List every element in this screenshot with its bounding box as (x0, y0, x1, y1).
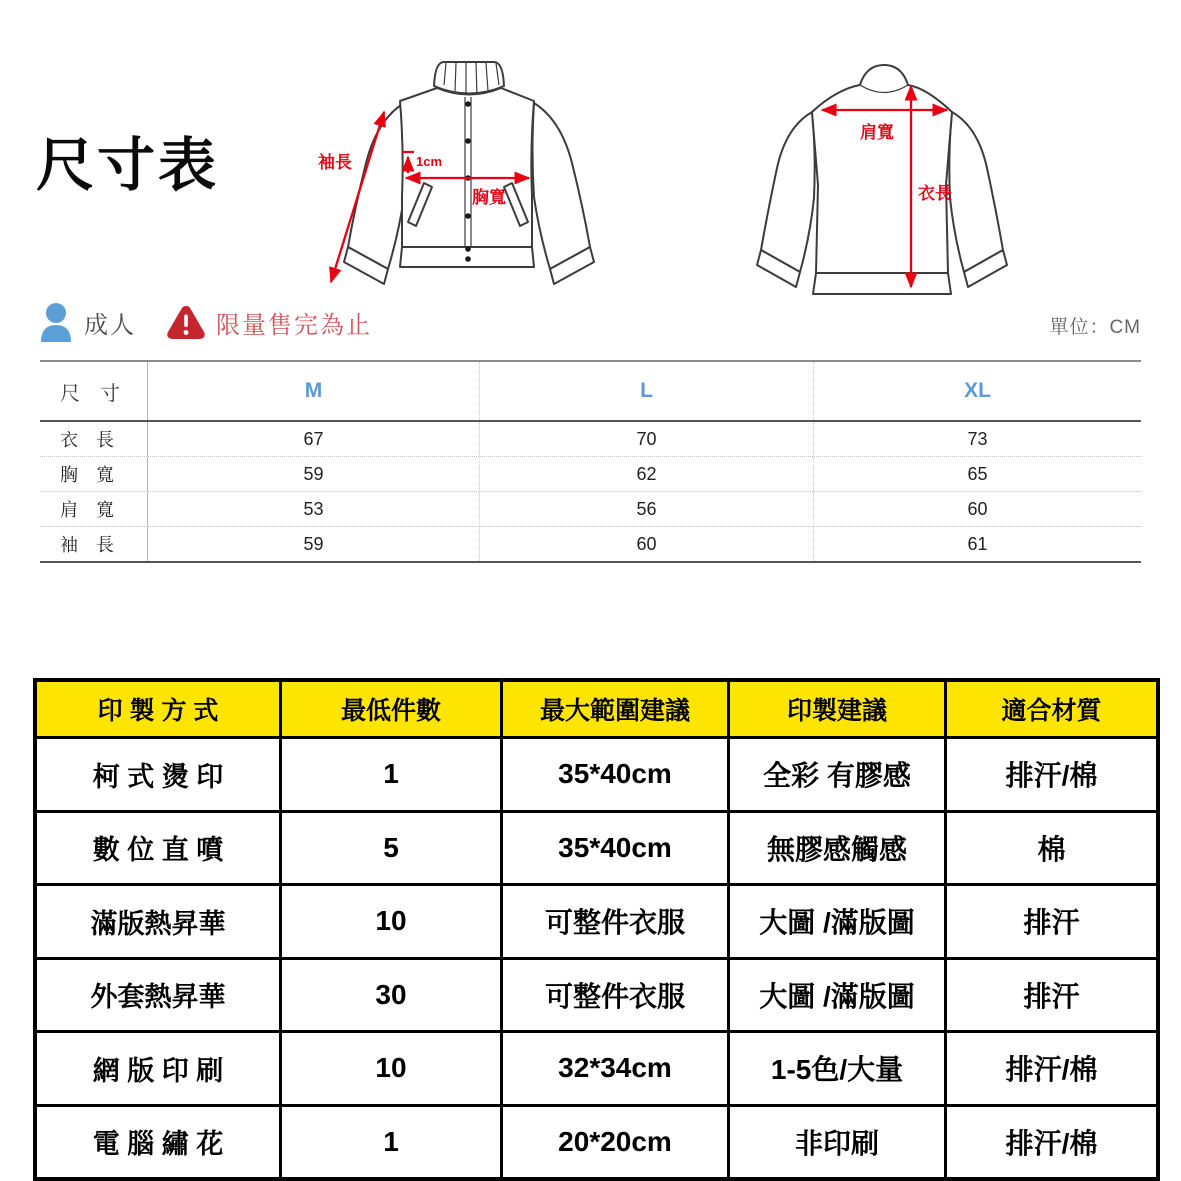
print-cell: 30 (282, 960, 500, 1031)
print-header-material: 適合材質 (947, 682, 1156, 736)
placket-1cm-label: 1cm (416, 154, 443, 169)
row-label: 胸 寬 (40, 457, 148, 491)
garment-length-label: 衣長 (918, 184, 952, 203)
print-cell: 數 位 直 噴 (37, 813, 279, 884)
size-table-corner: 尺 寸 (40, 362, 148, 420)
adult-person-icon (40, 302, 72, 342)
print-cell: 排汗/棉 (947, 1107, 1156, 1178)
print-methods-table (33, 678, 1160, 1181)
size-col-xl: XL (964, 379, 991, 402)
print-header-min-qty: 最低件數 (282, 682, 500, 736)
page-title: 尺寸表 (36, 133, 220, 198)
cell-value: 65 (967, 463, 988, 484)
badge-row (40, 300, 372, 344)
print-cell: 棉 (947, 813, 1156, 884)
cell-value: 73 (967, 428, 988, 449)
print-cell: 外套熱昇華 (37, 960, 279, 1031)
print-cell: 無膠感觸感 (730, 813, 944, 884)
row-label: 肩 寬 (40, 492, 148, 526)
size-table (40, 360, 1141, 563)
jacket-back-illustration (757, 65, 1007, 294)
row-label: 袖 長 (40, 527, 148, 561)
print-header-advice: 印製建議 (730, 682, 944, 736)
print-cell: 全彩 有膠感 (730, 739, 944, 810)
print-cell: 10 (282, 886, 500, 957)
cell-value: 53 (148, 492, 480, 526)
size-table-row-shoulder (40, 492, 1141, 527)
print-header-method: 印 製 方 式 (37, 682, 279, 736)
print-cell: 排汗 (947, 960, 1156, 1031)
size-table-header-row (40, 362, 1141, 422)
size-table-row-length (40, 422, 1141, 457)
print-cell: 可整件衣服 (503, 960, 727, 1031)
print-cell: 35*40cm (503, 739, 727, 810)
cell-value: 59 (148, 457, 480, 491)
print-header-max-area: 最大範圍建議 (503, 682, 727, 736)
print-cell: 20*20cm (503, 1107, 727, 1178)
print-cell: 網 版 印 刷 (37, 1033, 279, 1104)
print-cell: 1-5色/大量 (730, 1033, 944, 1104)
chest-width-label: 胸寬 (472, 188, 506, 207)
cell-value: 56 (480, 492, 814, 526)
shoulder-width-label: 肩寬 (860, 123, 894, 142)
print-cell: 大圖 /滿版圖 (730, 960, 944, 1031)
print-cell: 大圖 /滿版圖 (730, 886, 944, 957)
print-cell: 35*40cm (503, 813, 727, 884)
size-col-m: M (148, 362, 480, 420)
size-col-l: L (480, 362, 814, 420)
print-cell: 非印刷 (730, 1107, 944, 1178)
jacket-measurement-diagram (0, 0, 1181, 300)
cell-value: 62 (480, 457, 814, 491)
cell-value: 61 (967, 533, 988, 554)
size-table-row-chest (40, 457, 1141, 492)
adult-label: 成人 (84, 311, 136, 339)
print-cell: 排汗 (947, 886, 1156, 957)
print-cell: 滿版熱昇華 (37, 886, 279, 957)
print-cell: 可整件衣服 (503, 886, 727, 957)
print-cell: 1 (282, 739, 500, 810)
print-cell: 排汗/棉 (947, 1033, 1156, 1104)
print-cell: 排汗/棉 (947, 739, 1156, 810)
cell-value: 60 (480, 527, 814, 561)
print-cell: 柯 式 燙 印 (37, 739, 279, 810)
cell-value: 59 (148, 527, 480, 561)
print-cell: 1 (282, 1107, 500, 1178)
unit-label: 單位：CM (1049, 317, 1141, 338)
cell-value: 70 (480, 422, 814, 456)
print-cell: 32*34cm (503, 1033, 727, 1104)
jacket-front-illustration (344, 62, 594, 284)
print-cell: 電 腦 繡 花 (37, 1107, 279, 1178)
cell-value: 60 (967, 498, 988, 519)
size-table-row-sleeve (40, 527, 1141, 563)
warning-icon (166, 304, 206, 340)
sleeve-length-label: 袖長 (318, 153, 352, 172)
print-cell: 5 (282, 813, 500, 884)
print-cell: 10 (282, 1033, 500, 1104)
row-label: 衣 長 (40, 422, 148, 456)
cell-value: 67 (148, 422, 480, 456)
limited-stock-label: 限量售完為止 (216, 311, 372, 339)
